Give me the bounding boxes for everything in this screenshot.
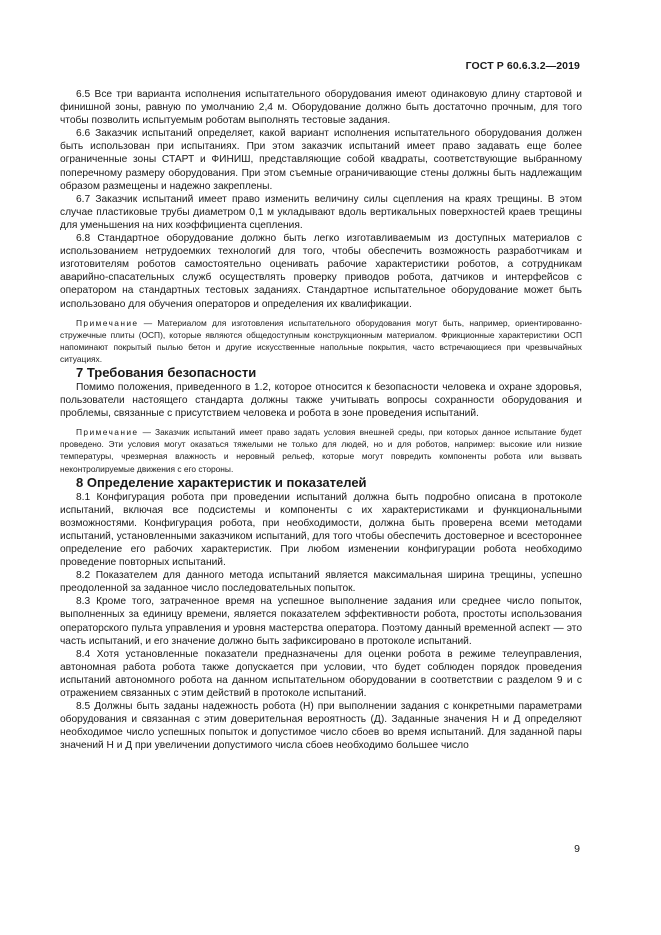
paragraph-8-3: 8.3 Кроме того, затраченное время на успешное выполнение задания или среднее число попыток, выполненных за единицу времени, является показателем эффективности робота, простоты использования операторского пульта управления и уровня мастерства оператора. Поэтому данный временной аспект — это часть испытаний, и его значение должно быть зафиксировано в протоколе испытаний. — [60, 596, 582, 647]
page-number: 9 — [574, 843, 580, 855]
note-text: — Материалом для изготовления испытательного оборудования могут быть, например, ориентированно-стружечные плиты (ОСП), которые являются общедоступным конструкционным материалом. Фрикционные характеристики ОСП напоминают покрытый пылью бетон и другие искусственные напольные покрытия, часто встречающиеся при чрезвычайных ситуациях. — [60, 317, 582, 364]
document-id: ГОСТ Р 60.6.3.2—2019 — [465, 60, 580, 72]
paragraph-8-5: 8.5 Должны быть заданы надежность робота (Н) при выполнении задания с конкретными параметрами оборудования и связанная с этим доверительная вероятность (Д). Заданные значения Н и Д определяют необходимое число успешных попыток и допустимое число сбоев во время испытаний. Для заданной пары значений Н и Д при увеличении допустимого числа сбоев необходимо большее число — [60, 701, 582, 752]
paragraph-8-4: 8.4 Хотя установленные показатели предназначены для оценки робота в режиме телеуправления, автономная работа робота также допускается при условии, что будет соблюден порядок проведения испытаний автономного робота на данном испытательном оборудовании в соответствии с разделом 9 и с отражением связанных с этим действий в протоколе испытаний. — [60, 648, 582, 700]
note-label: Примечание — [76, 317, 139, 328]
paragraph-8-2: 8.2 Показателем для данного метода испытаний является максимальная ширина трещины, успешно преодоленной за заданное число последовательных попыток. — [60, 570, 582, 595]
paragraph-6-7: 6.7 Заказчик испытаний имеет право изменить величину силы сцепления на краях трещины. В этом случае пластиковые трубы диаметром 0,1 м укладывают вдоль вертикальных поверхностей краев трещины для уменьшения на них коэффициента сцепления. — [60, 193, 582, 231]
note-7 — [60, 426, 582, 474]
paragraph-6-8: 6.8 Стандартное оборудование должно быть легко изготавливаемым из доступных материалов с использованием нетрудоемких технологий для того, чтобы обеспечить возможность разработчикам и изготовителям роботов самостоятельно оценивать рабочие характеристики роботов, а сотрудникам аварийно-спасательных служб осуществлять проверку приводов робота, датчиков и интерфейсов с оператором на стандартных тестовых заданиях. Стандартное испытательное оборудование может быть использовано для обучения операторов и определения их квалификации. — [60, 233, 582, 310]
paragraph-8-1: 8.1 Конфигурация робота при проведении испытаний должна быть подробно описана в протоколе испытаний, включая все подсистемы и компоненты с их характеристиками и функциональными возможностями. Конфигурация робота, при необходимости, должна быть проверена всеми методами испытаний, установленными заказчиком испытаний, для того чтобы обеспечить достоверное и всестороннее определение его рабочих характеристик. При любом изменении конфигурации робота необходимо проведение повторных испытаний. — [60, 491, 582, 569]
note-6 — [60, 317, 582, 365]
note-text: — Заказчик испытаний имеет право задать условия внешней среды, при которых данное испытание будет проведено. Эти условия могут оказаться тяжелыми не только для людей, но и для роботов, например: высокие или низкие температуры, чрезмерная влажность и неровный рельеф, которые могут повредить компоненты робота или вызвать неконтролируемые движения с его стороны. — [60, 427, 582, 474]
section-7-heading: 7 Требования безопасности — [76, 364, 257, 380]
paragraph-7: Помимо положения, приведенного в 1.2, которое относится к безопасности человека и охране здоровья, пользователи настоящего стандарта должны также учитывать вопросы сохранности оборудования и проблемы, связанные с присутствием человека и робота в зоне проведения испытаний. — [60, 381, 582, 420]
note-label: Примечание — [76, 427, 139, 438]
page-content — [60, 88, 582, 753]
section-8-heading: 8 Определение характеристик и показателей — [76, 474, 367, 490]
paragraph-6-5: 6.5 Все три варианта исполнения испытательного оборудования имеют одинаковую длину стартовой и финишной зоны, равную по умолчанию 2,4 м. Оборудование должно быть достаточно прочным, для того чтобы позволить испытуемым роботам выполнять тестовые задания. — [60, 89, 582, 127]
paragraph-6-6: 6.6 Заказчик испытаний определяет, какой вариант исполнения испытательного оборудования должен быть использован при испытаниях. При этом заказчик испытаний имеет право задавать еще более ограниченные зоны СТАРТ и ФИНИШ, представляющие собой квадраты, соответствующие выбранному поперечному размеру оборудования. При этом съемные ограничивающие стены должны быть надлежащим образом размещены и надежно закреплены. — [60, 128, 582, 192]
